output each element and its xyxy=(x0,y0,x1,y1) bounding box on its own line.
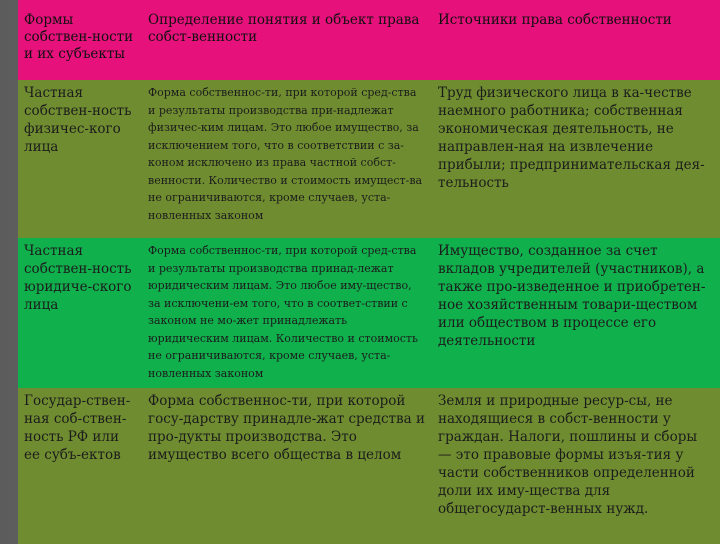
cell-sources: Имущество, созданное за счет вкладов учредителей (участников), а также про-изведенное и приобретен-ное хозяйственным товари-ществом или обществом в процессе его деятельности xyxy=(432,238,720,388)
cell-definition: Форма собственнос-ти, при которой сред-ства и результаты производства принад-лежат юридическим лицам. Это любое иму-щество, за исключени-ем того, что в соответ-ствии с законом не мо-жет принадлежать юридическим лицам. Количество и стоимость не ограничиваются, кроме случаев, уста-новленных законом xyxy=(142,238,432,388)
header-forms: Формы собствен-ности и их субъекты xyxy=(18,0,142,80)
table-header-row xyxy=(18,0,720,80)
cell-definition: Форма собственнос-ти, при которой госу-дарству принадле-жат средства и про-дукты производства. Это имущество всего общества в целом xyxy=(142,388,432,544)
cell-form: Частная собствен-ность юридиче-ского лица xyxy=(18,238,142,388)
slide xyxy=(18,0,720,540)
cell-form: Государ-ствен-ная соб-ствен-ность РФ или ее субъ-ектов xyxy=(18,388,142,544)
cell-sources: Труд физического лица в ка-честве наемного работника; собственная экономическая деятельность, не направлен-ная на извлечение прибыли; предпринимательская дея-тельность xyxy=(432,80,720,238)
header-definition: Определение понятия и объект права собст-венности xyxy=(142,0,432,80)
ownership-table xyxy=(18,0,720,544)
table-row xyxy=(18,238,720,388)
cell-definition: Форма собственнос-ти, при которой сред-ства и результаты производства при-надлежат физичес-ким лицам. Это любое имущество, за исключением того, что в соответствии с за-коном исключено из права частной собст-венности. Количество и стоимость имущест-ва не ограничиваются, кроме случаев, уста-новленных законом xyxy=(142,80,432,238)
cell-sources: Земля и природные ресур-сы, не находящиеся в собст-венности у граждан. Налоги, пошлины и сборы — это правовые формы изъя-тия у части собственников определенной доли их иму-щества для общегосударст-венных нужд. xyxy=(432,388,720,544)
table-row xyxy=(18,388,720,544)
header-sources: Источники права собственности xyxy=(432,0,720,80)
table-row xyxy=(18,80,720,238)
cell-form: Частная собствен-ность физичес-кого лица xyxy=(18,80,142,238)
